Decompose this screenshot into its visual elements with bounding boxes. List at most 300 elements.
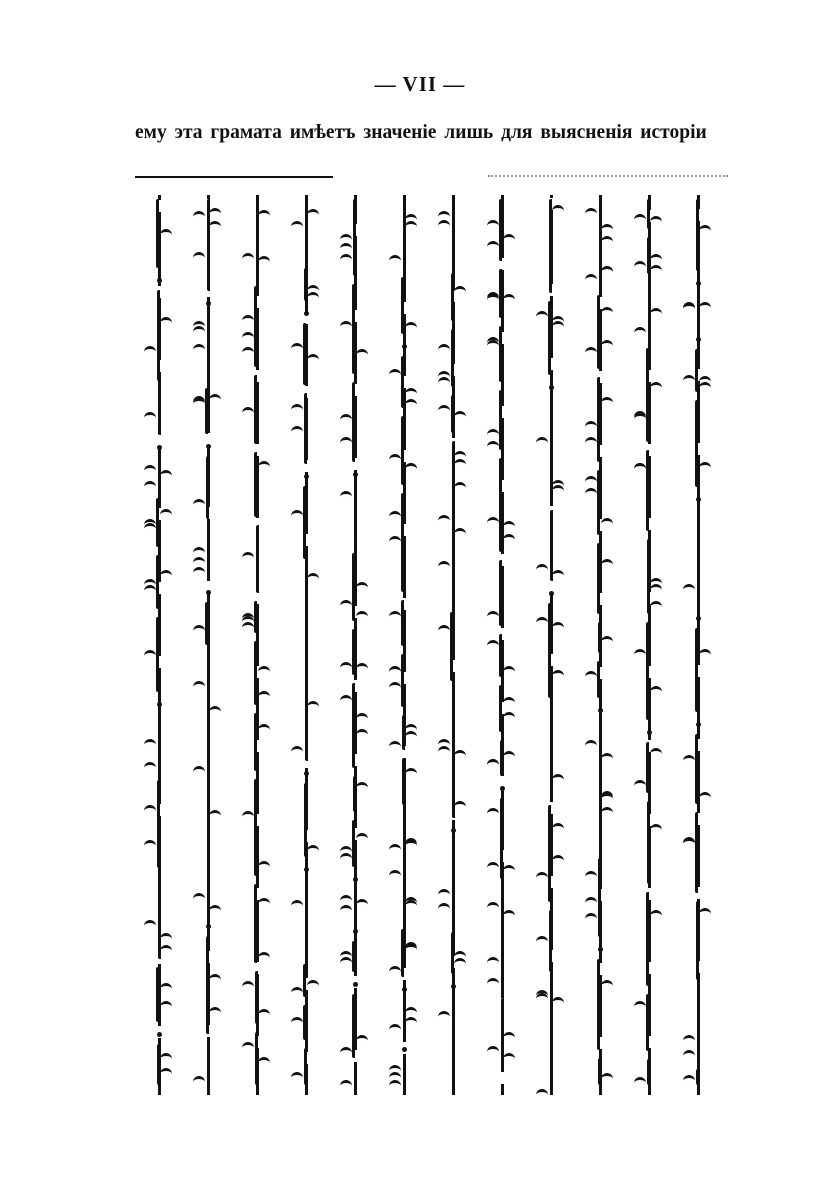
script-stroke — [193, 681, 205, 691]
script-punctuation-dot — [402, 344, 407, 349]
script-stroke — [242, 347, 254, 357]
script-stroke — [650, 601, 662, 611]
script-stroke — [193, 557, 205, 567]
script-punctuation-dot — [647, 730, 652, 735]
script-column — [434, 195, 474, 1095]
script-stroke — [552, 622, 564, 632]
script-stroke — [389, 844, 401, 854]
script-stroke — [552, 855, 564, 865]
script-stroke — [356, 611, 368, 621]
script-stroke — [650, 824, 662, 834]
script-stroke — [503, 910, 515, 920]
script-stroke — [389, 255, 401, 265]
script-stroke — [683, 375, 695, 385]
script-stroke — [699, 302, 711, 312]
script-stroke — [503, 697, 515, 707]
script-stroke — [242, 253, 254, 263]
script-punctuation-dot — [304, 867, 309, 872]
script-stroke — [209, 974, 221, 984]
script-stroke — [193, 893, 205, 903]
script-stroke — [405, 1017, 417, 1027]
script-stroke — [650, 748, 662, 758]
script-stroke — [160, 317, 172, 327]
script-stroke — [307, 845, 319, 855]
script-word-glyph — [499, 390, 536, 450]
script-punctuation-dot — [402, 987, 407, 992]
script-stroke — [144, 650, 156, 660]
script-stroke — [503, 712, 515, 722]
script-stroke — [601, 559, 613, 569]
script-stroke — [389, 611, 401, 621]
script-stroke — [438, 344, 450, 354]
script-stroke — [193, 766, 205, 776]
script-stroke — [438, 405, 450, 415]
script-stroke — [650, 265, 662, 275]
script-punctuation-dot — [353, 982, 358, 987]
script-stroke — [242, 332, 254, 342]
script-stroke — [242, 811, 254, 821]
script-stroke — [144, 523, 156, 533]
script-stroke — [193, 321, 205, 331]
script-punctuation-dot — [353, 929, 358, 934]
script-stroke — [356, 663, 368, 673]
script-word-glyph — [254, 375, 291, 444]
script-stroke — [356, 582, 368, 592]
script-word-glyph — [499, 560, 536, 626]
script-stroke — [291, 1072, 303, 1082]
script-stroke — [552, 480, 564, 490]
script-punctuation-dot — [451, 828, 456, 833]
script-stroke — [487, 957, 499, 967]
script-stroke — [340, 853, 352, 863]
script-stroke — [340, 1080, 352, 1090]
script-word-glyph — [401, 416, 438, 485]
script-word-glyph — [303, 323, 340, 385]
script-stroke — [258, 666, 270, 676]
script-stroke — [503, 521, 515, 531]
script-stroke — [454, 482, 466, 492]
script-punctuation-dot — [549, 591, 554, 596]
script-stroke — [438, 371, 450, 381]
script-stroke — [144, 840, 156, 850]
script-stroke — [601, 980, 613, 990]
script-stroke — [389, 870, 401, 880]
script-punctuation-dot — [157, 445, 162, 450]
script-stroke — [356, 1035, 368, 1045]
script-stroke — [650, 308, 662, 318]
script-stroke — [356, 833, 368, 843]
script-stroke — [503, 751, 515, 761]
script-stroke — [160, 1053, 172, 1063]
script-stroke — [389, 454, 401, 464]
script-stroke — [389, 536, 401, 546]
script-word-glyph — [646, 348, 683, 442]
script-stroke — [144, 481, 156, 491]
script-stroke — [340, 662, 352, 672]
script-stroke — [144, 346, 156, 356]
script-column — [385, 195, 425, 1095]
script-stroke — [242, 552, 254, 562]
script-word-glyph — [401, 493, 438, 592]
script-stroke — [209, 208, 221, 218]
script-stroke — [438, 903, 450, 913]
script-stroke — [438, 220, 450, 230]
script-word-glyph — [303, 486, 340, 559]
script-stroke — [209, 810, 221, 820]
script-stroke — [683, 1035, 695, 1045]
horizontal-rule — [135, 176, 333, 178]
script-stroke — [487, 241, 499, 251]
script-stroke — [683, 1075, 695, 1085]
script-stroke — [356, 899, 368, 909]
script-stroke — [258, 210, 270, 220]
script-punctuation-dot — [500, 786, 505, 791]
script-stroke — [340, 951, 352, 961]
script-stroke — [193, 567, 205, 577]
script-stroke — [699, 376, 711, 386]
script-stroke — [503, 534, 515, 544]
script-stroke — [585, 208, 597, 218]
script-stroke — [585, 871, 597, 881]
script-stroke — [405, 221, 417, 231]
script-word-glyph — [254, 286, 291, 367]
script-stroke — [585, 740, 597, 750]
script-word-glyph — [646, 892, 683, 986]
script-punctuation-dot — [353, 877, 358, 882]
script-stroke — [601, 307, 613, 317]
script-stroke — [389, 666, 401, 676]
script-stroke — [585, 488, 597, 498]
script-stroke — [340, 905, 352, 915]
script-word-glyph — [646, 994, 683, 1051]
script-stroke — [340, 243, 352, 253]
script-punctuation-dot — [696, 281, 701, 286]
script-stroke — [356, 729, 368, 739]
script-word-glyph — [597, 959, 634, 1050]
script-stroke — [487, 441, 499, 451]
script-word-glyph — [352, 820, 389, 867]
script-stroke — [405, 840, 417, 850]
script-stroke — [601, 266, 613, 276]
script-stroke — [209, 706, 221, 716]
script-stroke — [699, 649, 711, 659]
script-stroke — [699, 908, 711, 918]
script-stroke — [356, 349, 368, 359]
script-stroke — [242, 981, 254, 991]
script-stroke — [160, 1001, 172, 1011]
script-stroke — [258, 691, 270, 701]
script-punctuation-dot — [696, 616, 701, 621]
script-stroke — [601, 753, 613, 763]
script-word-glyph — [548, 301, 585, 375]
script-stroke — [291, 1017, 303, 1027]
script-stroke — [405, 942, 417, 952]
script-stroke — [503, 666, 515, 676]
script-word-glyph — [695, 628, 732, 712]
script-stroke — [291, 426, 303, 436]
script-stroke — [650, 254, 662, 264]
script-stroke — [634, 649, 646, 659]
script-stroke — [291, 987, 303, 997]
script-word-glyph — [254, 601, 291, 633]
script-word-glyph — [548, 603, 585, 698]
script-word-glyph — [450, 612, 487, 681]
script-stroke — [634, 261, 646, 271]
script-stroke — [193, 211, 205, 221]
script-stroke — [699, 792, 711, 802]
script-stroke — [601, 236, 613, 246]
script-stroke — [258, 861, 270, 871]
script-stroke — [699, 462, 711, 472]
script-stroke — [405, 724, 417, 734]
script-stroke — [242, 1042, 254, 1052]
script-stroke — [454, 528, 466, 538]
script-stroke — [160, 570, 172, 580]
script-stroke — [601, 807, 613, 817]
mongolian-script-block — [140, 195, 730, 1095]
script-stroke — [438, 889, 450, 899]
script-stroke — [503, 1032, 515, 1042]
script-stroke — [454, 286, 466, 296]
script-stroke — [487, 429, 499, 439]
script-stroke — [258, 256, 270, 266]
script-word-glyph — [696, 199, 733, 271]
script-word-glyph — [696, 1069, 733, 1085]
script-column — [336, 195, 376, 1095]
script-stroke — [699, 225, 711, 235]
script-stroke — [340, 1047, 352, 1057]
script-stroke — [454, 801, 466, 811]
script-column — [287, 195, 327, 1095]
script-stroke — [144, 762, 156, 772]
script-stroke — [438, 1011, 450, 1021]
script-stroke — [536, 617, 548, 627]
script-stroke — [503, 234, 515, 244]
script-stroke — [160, 470, 172, 480]
script-stroke — [536, 437, 548, 447]
script-stroke — [601, 1073, 613, 1083]
script-stroke — [389, 369, 401, 379]
script-stroke — [340, 254, 352, 264]
script-word-glyph — [401, 600, 438, 646]
script-stroke — [650, 216, 662, 226]
script-stroke — [503, 865, 515, 875]
script-column — [581, 195, 621, 1095]
script-stroke — [160, 945, 172, 955]
script-stroke — [405, 388, 417, 398]
script-stroke — [585, 437, 597, 447]
script-punctuation-dot — [696, 337, 701, 342]
script-punctuation-dot — [304, 474, 309, 479]
script-stroke — [340, 695, 352, 705]
script-punctuation-dot — [353, 472, 358, 477]
script-word-glyph — [352, 284, 389, 374]
script-stroke — [144, 412, 156, 422]
script-stroke — [487, 759, 499, 769]
script-stroke — [291, 900, 303, 910]
script-word-glyph — [303, 1005, 340, 1040]
script-stroke — [536, 311, 548, 321]
script-word-glyph — [156, 967, 193, 1022]
script-stroke — [601, 636, 613, 646]
script-word-glyph — [352, 382, 389, 462]
script-stroke — [585, 671, 597, 681]
script-stroke — [487, 340, 499, 350]
script-stroke — [193, 1076, 205, 1086]
script-punctuation-dot — [304, 311, 309, 316]
script-stroke — [650, 382, 662, 392]
script-word-glyph — [401, 654, 438, 707]
script-stroke — [650, 578, 662, 588]
script-stroke — [144, 805, 156, 815]
script-stroke — [552, 205, 564, 215]
script-stroke — [487, 862, 499, 872]
script-word-glyph — [697, 509, 734, 606]
script-stroke — [487, 294, 499, 304]
script-stroke — [634, 1077, 646, 1087]
script-stroke — [193, 252, 205, 262]
script-column — [238, 195, 278, 1095]
script-stroke — [634, 411, 646, 421]
script-stroke — [160, 229, 172, 239]
script-stroke — [634, 214, 646, 224]
script-word-glyph — [646, 450, 683, 531]
script-stroke — [601, 397, 613, 407]
script-stroke — [307, 285, 319, 295]
script-word-glyph — [548, 805, 585, 902]
script-stroke — [552, 570, 564, 580]
script-stroke — [650, 686, 662, 696]
script-stroke — [258, 1057, 270, 1067]
script-stroke — [291, 746, 303, 756]
script-stroke — [160, 1068, 172, 1078]
script-stroke — [438, 625, 450, 635]
script-stroke — [209, 394, 221, 404]
script-stroke — [258, 952, 270, 962]
script-stroke — [438, 515, 450, 525]
script-stroke — [405, 768, 417, 778]
script-stroke — [307, 980, 319, 990]
script-word-glyph — [205, 602, 242, 645]
script-stroke — [487, 517, 499, 527]
script-stroke — [650, 910, 662, 920]
script-stroke — [242, 613, 254, 623]
script-stroke — [585, 347, 597, 357]
script-punctuation-dot — [598, 708, 603, 713]
script-stroke — [487, 808, 499, 818]
script-stroke — [487, 220, 499, 230]
script-stroke — [144, 739, 156, 749]
script-stroke — [258, 724, 270, 734]
script-stroke — [438, 211, 450, 221]
script-stroke — [193, 625, 205, 635]
script-stroke — [454, 459, 466, 469]
script-word-glyph — [597, 661, 634, 698]
script-stroke — [585, 421, 597, 431]
script-stroke — [193, 344, 205, 354]
script-stroke — [340, 321, 352, 331]
script-stroke — [683, 1050, 695, 1060]
script-stroke — [487, 978, 499, 988]
script-stroke — [389, 1072, 401, 1082]
script-stroke — [552, 823, 564, 833]
script-stroke — [340, 491, 352, 501]
script-stroke — [601, 791, 613, 801]
script-stroke — [552, 997, 564, 1007]
script-punctuation-dot — [549, 385, 554, 390]
script-stroke — [634, 327, 646, 337]
script-stroke — [552, 670, 564, 680]
page-number: — VII — — [374, 72, 466, 96]
script-word-glyph — [499, 326, 536, 382]
script-stroke — [193, 547, 205, 557]
script-stroke — [389, 682, 401, 692]
script-stroke — [585, 897, 597, 907]
script-stroke — [503, 294, 515, 304]
script-stroke — [683, 755, 695, 765]
script-stroke — [209, 221, 221, 231]
script-stroke — [536, 993, 548, 1003]
script-stroke — [242, 315, 254, 325]
script-punctuation-dot — [598, 947, 603, 952]
script-stroke — [389, 741, 401, 751]
running-text-line: ему эта грамата имѣетъ значеніе лишь для выясненія исторіи — [135, 122, 707, 143]
script-stroke — [487, 611, 499, 621]
script-stroke — [601, 340, 613, 350]
script-stroke — [144, 920, 156, 930]
script-word-glyph — [499, 269, 536, 318]
faint-dotted-rule — [488, 175, 728, 177]
script-word-glyph — [499, 199, 536, 261]
script-stroke — [683, 584, 695, 594]
script-stroke — [340, 895, 352, 905]
script-punctuation-dot — [206, 590, 211, 595]
script-stroke — [487, 640, 499, 650]
script-word-glyph — [695, 400, 732, 487]
script-stroke — [683, 303, 695, 313]
script-word-glyph — [352, 683, 389, 768]
script-word-glyph — [352, 941, 389, 972]
script-stroke — [552, 774, 564, 784]
script-word-glyph — [156, 617, 193, 692]
script-stroke — [160, 983, 172, 993]
script-column — [679, 195, 719, 1095]
script-word-glyph — [697, 988, 734, 1061]
script-stroke — [307, 354, 319, 364]
script-stroke — [405, 897, 417, 907]
script-word-glyph — [597, 295, 634, 369]
script-stroke — [536, 872, 548, 882]
script-punctuation-dot — [696, 497, 701, 502]
script-column — [189, 195, 229, 1095]
script-stroke — [144, 465, 156, 475]
script-stroke — [536, 1089, 548, 1099]
script-stroke — [193, 396, 205, 406]
script-punctuation-dot — [157, 278, 162, 283]
script-stroke — [258, 1009, 270, 1019]
script-stroke — [389, 511, 401, 521]
script-word-glyph — [254, 884, 291, 963]
script-stroke — [585, 274, 597, 284]
script-stroke — [405, 399, 417, 409]
script-stroke — [683, 837, 695, 847]
script-punctuation-dot — [304, 771, 309, 776]
script-stroke — [340, 437, 352, 447]
script-stroke — [552, 316, 564, 326]
script-stroke — [634, 780, 646, 790]
script-stroke — [405, 322, 417, 332]
script-stroke — [258, 898, 270, 908]
